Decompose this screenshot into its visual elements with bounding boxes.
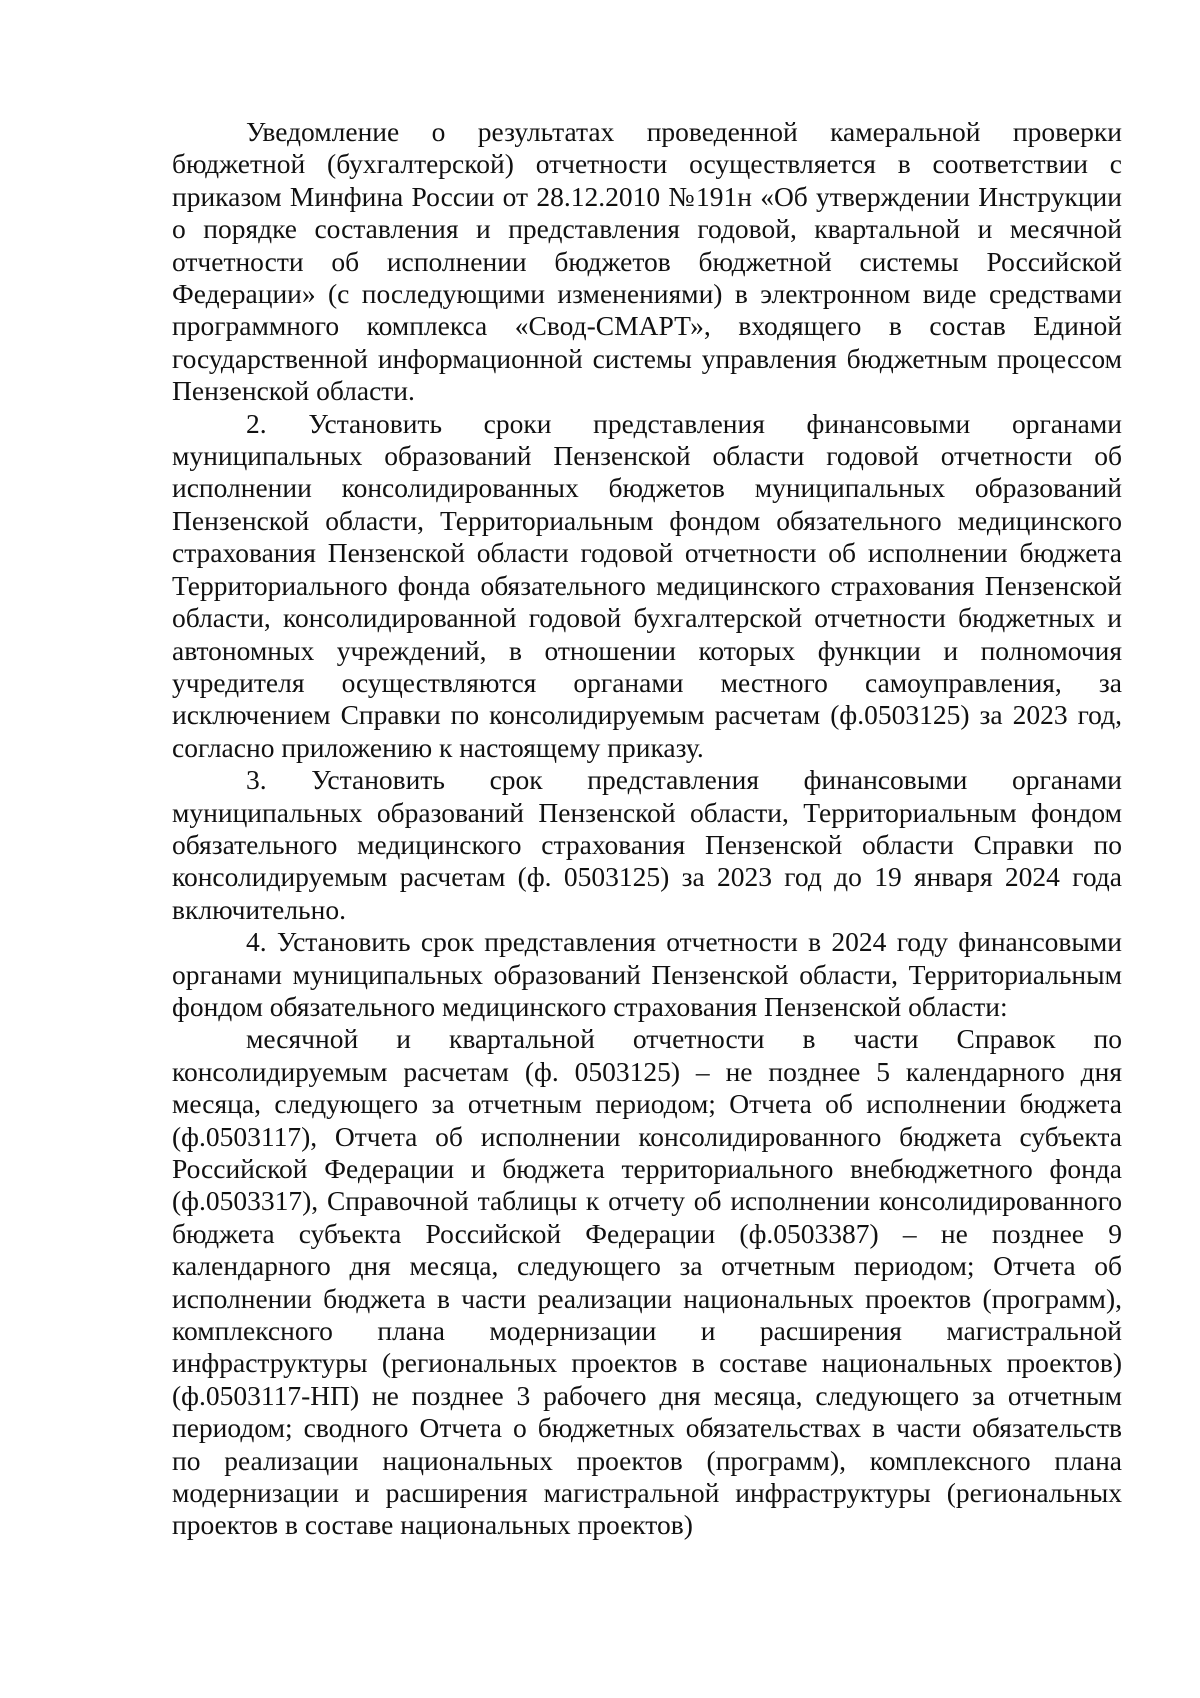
document-body <box>172 116 1122 1542</box>
paragraph-item-3: 3. Установить срок представления финансовыми органами муниципальных образований Пензенской области, Территориальным фондом обязательного медицинского страхования Пензенской области Справки по консолидируемым расчетам (ф. 0503125) за 2023 год до 19 января 2024 года включительно. <box>172 764 1122 925</box>
paragraph-item-4-details: месячной и квартальной отчетности в части Справок по консолидируемым расчетам (ф. 0503125) – не позднее 5 календарного дня месяца, следующего за отчетным периодом; Отчета об исполнении бюджета (ф.0503117), Отчета об исполнении консолидированного бюджета субъекта Российской Федерации и бюджета территориального внебюджетного фонда (ф.0503317), Справочной таблицы к отчету об исполнении консолидированного бюджета субъекта Российской Федерации (ф.0503387) – не позднее 9 календарного дня месяца, следующего за отчетным периодом; Отчета об исполнении бюджета в части реализации национальных проектов (программ), комплексного плана модернизации и расширения магистральной инфраструктуры (региональных проектов в составе национальных проектов) (ф.0503117-НП) не позднее 3 рабочего дня месяца, следующего за отчетным периодом; сводного Отчета о бюджетных обязательствах в части обязательств по реализации национальных проектов (программ), комплексного плана модернизации и расширения магистральной инфраструктуры (региональных проектов в составе национальных проектов) <box>172 1023 1122 1541</box>
paragraph-intro-notice: Уведомление о результатах проведенной камеральной проверки бюджетной (бухгалтерской) отчетности осуществляется в соответствии с приказом Минфина России от 28.12.2010 №191н «Об утверждении Инструкции о порядке составления и представления годовой, квартальной и месячной отчетности об исполнении бюджетов бюджетной системы Российской Федерации» (с последующими изменениями) в электронном виде средствами программного комплекса «Свод-СМАРТ», входящего в состав Единой государственной информационной системы управления бюджетным процессом Пензенской области. <box>172 116 1122 407</box>
paragraph-item-2: 2. Установить сроки представления финансовыми органами муниципальных образований Пензенской области годовой отчетности об исполнении консолидированных бюджетов муниципальных образований Пензенской области, Территориальным фондом обязательного медицинского страхования Пензенской области годовой отчетности об исполнении бюджета Территориального фонда обязательного медицинского страхования Пензенской области, консолидированной годовой бухгалтерской отчетности бюджетных и автономных учреждений, в отношении которых функции и полномочия учредителя осуществляются органами местного самоуправления, за исключением Справки по консолидируемым расчетам (ф.0503125) за 2023 год, согласно приложению к настоящему приказу. <box>172 407 1122 763</box>
paragraph-item-4: 4. Установить срок представления отчетности в 2024 году финансовыми органами муниципальных образований Пензенской области, Территориальным фондом обязательного медицинского страхования Пензенской области: <box>172 926 1122 1022</box>
